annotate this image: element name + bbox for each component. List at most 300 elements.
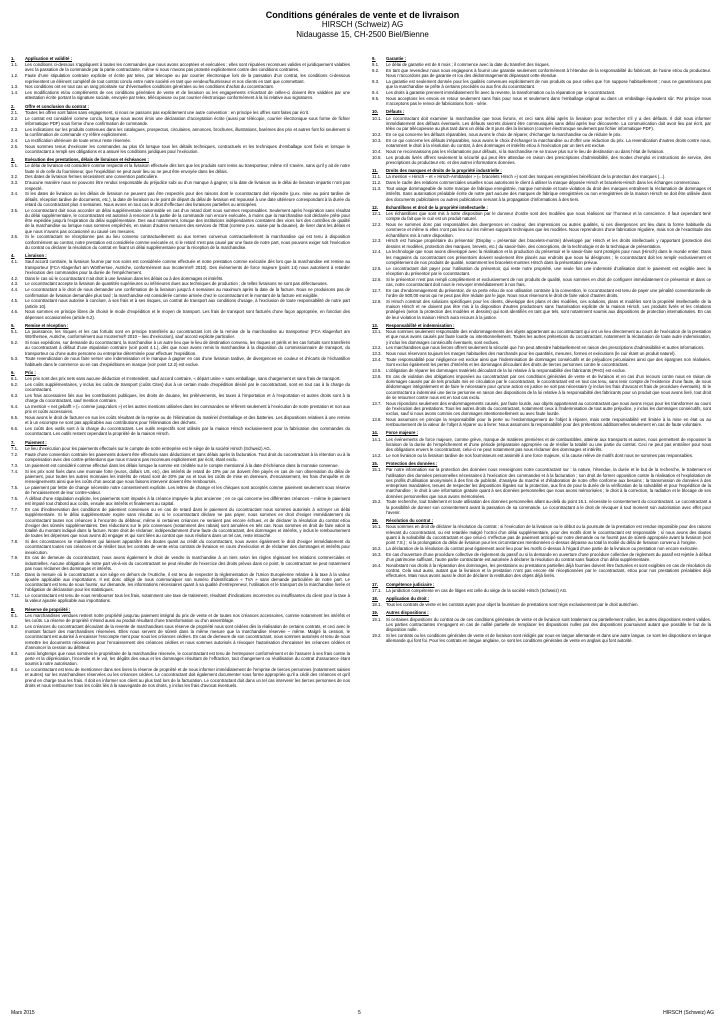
clause-text: Les échantillons que sont mis à notre disposition par le donneur d’ordre sont des modèles que nous réalisons sur l’honneur et la conscience. Il faut cependant tenir compte du fait que le cuir est un produit naturel. [386, 211, 711, 222]
clause-number: 19.2. [372, 633, 382, 639]
clause-number: 11.1. [372, 174, 382, 180]
clause-number: 14.2. [372, 453, 382, 459]
clause-text: La garantie est seulement donnée pour les qualités convenues explicitement de nos produits ou pour celles que l’on suppose habituellement ; nous ne garantissons pas que la marchandise se prête à certains procédés ou aux fins du cocontractant. [386, 79, 711, 90]
clause-number: 7.3. [11, 462, 19, 468]
section-heading [372, 430, 711, 435]
clause [11, 234, 350, 250]
clause [372, 299, 711, 320]
clause-text: Nous avons le droit de facturer en sus les coûts résultant de la reprise ou de l’élimination du matériel d’emballage et des batteries. Les dispositions relatives à une remise et à un escompte ne sont pas applicables aux contributions pour l’élimination des déchets. [25, 415, 350, 426]
clause-number: 13.2. [372, 345, 382, 351]
clause [372, 552, 711, 562]
clause-number: 14.1. [372, 436, 382, 442]
section [11, 370, 350, 437]
clause-text: Faute d’une stipulation contraire explicite et écrite par telex, par telecopie ou par courrier électronique lors de la passation d’un contrat, les conditions ci-dessous représentent un élément complétif de tout contrat conclu entre notre société en tant que vendeur/fournisseur et nos clients en tant que commettant. [25, 73, 350, 84]
clause-number: 9.1. [372, 62, 380, 68]
section-number: 10. [372, 109, 378, 115]
section-title: Résolution du contrat : [386, 518, 434, 524]
clause-number: 4.6. [11, 309, 19, 315]
clause-text: Toute recherche, tout traitement et toute utilisation des données personnelles allant au-delà du point 15.1. nécessite le consentement du cocontractant. Le cocontractant a la possibilité de donner son consentement avant la passation de sa commande. Le cocontractant a le droit de révoquer à tout moment son autorisation avec effet pour l’avenir. [386, 499, 711, 515]
clause [11, 415, 350, 425]
clause [372, 174, 711, 179]
clause-text: Si les prix sont fixés dans une monnaie forte (euros, dollars US, etc), des intérêts de retard de 10% par an doivent être payés en cas de non observation du délai de paiement, pour toutes les autres monnaies les intérêts de retard sont de 20% par an et tous les coûts de mise en demeure, d’encaissement, les frais d’enquête et de renseignements ainsi que les coûts d’un avocat que nous faisons intervenir doivent être remboursés. [25, 468, 350, 485]
clause-number: 1.4. [11, 90, 19, 96]
clause-text: Hirsch est l’unique propriétaire du présentoir (Display = présentoir des bracelets-montre) développé par Hirsch et les droits intellectuels y rapportant (protection des dessins et modèles, protection des marques, brevets, etc.) du savoir-faire, des conceptions, de la technologie et de la technique de présentation. [386, 238, 711, 249]
clause [372, 374, 711, 400]
clause-number: 13.6. [372, 373, 382, 379]
clause-text: En cas de violation des obligations imposées au cocontractant par ces conditions générales de vente et de livraison et en cas d’un recours contre nous en raison de dommages causés par de tels produits mis en circulation par le cocontractant, le cocontractant est en tout cas tenu, sans tenir compte de l’existence d’une faute, de nous dédommager intégralement et de faire le nécessaire pour qu’une action en justice ne soit pas nécessaire (y inclus les frais d’avocat et frais de procédure éventuels). Si le cocontractant a indemnisé une tierce personne en raison des dispositions de la loi relative à la responsabilité des fabricants pour un produit que nous avons livré, tout droit de se retourner contre nous est en tout cas exclu. [386, 373, 711, 400]
section-number: 5. [11, 322, 15, 328]
clause-text: La juridiction compétente en cas de litiges est celle du siège de la société Hirsch (Schweiz) AG. [386, 587, 568, 593]
section [372, 610, 711, 643]
clause [372, 417, 711, 427]
clause-number: 2.1. [11, 109, 19, 115]
section [11, 56, 350, 101]
clause-text: D’aucune manière nous ne pouvons être rendus responsable du préjudice subi ou d’un manque à gagner, si la date de livraison ou le délai de livraison impartis n’ont pas respecté. [25, 180, 350, 191]
clause-text: En cas d’endommagement du présentoir, de sa perte et/ou de son utilisation contraire à la convention, le cocontractant est tenu de payer une pénalité conventionnelle de l’ordre de 500,00 euros qui ne peut pas être réduite par le juge. Nous nous réservons le droit de faire valoir d’autres droits. [386, 287, 711, 299]
clause-text: Le délai de garantie est de 6 mois ; il commence avec la date du transfert des risques. [386, 62, 550, 68]
clause-number: 3.5. [11, 207, 19, 213]
clause-number: 8.4. [11, 667, 19, 673]
clause [372, 345, 711, 350]
section-title: Échantillons et droit de la propriété intellectuelle : [386, 204, 488, 210]
clause-text: Si les dates de livraison ou les délais de livraison ne peuvent pas être respectés pour des raisons dont le cocontractant doit répondre (p.ex. mise au point tardive de détails, réception tardive de documents, etc.), la date de livraison ou le point de départ du délai de livraison est repoussé à une date ultérieure correspondant à la durée du retard du cocontractant plus 4 semaines. Nous avons en tout cas le droit d’effectuer des livraisons partielles ou anticipées. [25, 191, 350, 207]
clause [372, 453, 711, 458]
clause-number: 13.3. [372, 351, 382, 357]
clause-text: Faute d’une convention contraire les paiements doivent être effectués sans déductions et sans délais après la facturation. Tout droit du cocontractant à la rétention ou à la compensation avec des contre-prétentions que nous n’avons pas reconnues explicitement par écrit, étant exclu. [25, 451, 350, 463]
section-number: 9. [372, 56, 376, 61]
clause [11, 329, 350, 339]
section [372, 596, 711, 607]
clause-number: 3.4. [11, 191, 19, 197]
clause-text: Par notre information sur la protection des données nous renseignons notre cocontractant sur : la nature, l’étendue, la durée et le but de la recherche, le traitement et l’utilisation des données personnelles nécessaires à l’exécution des commandes et à la facturation ; son droit de former opposition contre la réalisation et l’exploitation de ses profils d’utilisation anonymisés à des fins de publicité, d’analyse du marché et d’élaboration de notre offre conforme aux besoins ; la transmission de données à des entreprises mandatées, tenues de respecter les dispositions légales sur la protection, aux fins de pour la durée de la vérification de la solvabilité et pour l’expédition de la marchandise ; le droit à une information gratuite quant à ses données personnelles que nous avons mémorisées ; le droit à la correction, la radiation et le blocage de ses données personnelles que nous avons mémorisées. [386, 467, 711, 499]
clause-text: Sauf accord contraire, la livraison fournie par nos soins est considérée comme effectuée et notre prestation comme exécutée dès lors que la marchandise est remise au transporteur (FCA Klagenfurt am Wörthersee, Autriche, conformément aux Incoterms® 2010). Des événements de force majeure (point 14) nous autorisent à retarder l’exécution des commandes pour la durée de l’empêchement. [25, 259, 350, 275]
clause [372, 266, 711, 276]
clause-number: 2.3. [11, 126, 19, 132]
clause [11, 446, 350, 451]
clause [372, 68, 711, 78]
section-number: 11. [372, 168, 378, 174]
clause-number: 11.2. [372, 180, 382, 186]
clause-number: 6.4. [11, 404, 19, 410]
section-heading [11, 253, 350, 258]
document-title: Conditions générales de vente et de livraison [265, 10, 460, 20]
section-number: 3. [11, 157, 15, 163]
clause [11, 138, 350, 143]
section-heading [372, 323, 711, 328]
clause-text: En ce qui concerne les défauts irréparables, nous avons le choix d’échanger la marchandise ou d’offrir une réduction du prix. La revendication d’autres droits contre nous, notamment le droit à la résolution du contrat, à des dommages et intérêts et/ou à l’exécution par un tiers est exclue. [386, 137, 711, 149]
clause-number: 1.1. [11, 62, 19, 68]
clause-text: Les marchandises vendues restent notre propriété jusqu’au paiement intégral du prix de vente et de toutes nos créances accessoires, comme notamment les intérêts et les coûts. La réserve de propriété s’étend aussi au produit résultant d’une transformation ou d’un assemblage. [25, 612, 350, 624]
clause [11, 426, 350, 436]
clause [11, 356, 350, 366]
clause-number: 9.4. [372, 90, 380, 96]
clause-number: 4.1. [11, 259, 19, 265]
clause [372, 132, 711, 137]
clause [11, 555, 350, 571]
right-column [372, 56, 711, 1006]
section-heading [372, 461, 711, 466]
section-title: Autres dispositions : [386, 610, 429, 616]
clause [372, 186, 711, 202]
clause [372, 368, 711, 373]
clause-number: 7.1. [11, 445, 19, 451]
clause-number: 3.1. [11, 163, 19, 169]
section-number: 2. [11, 103, 15, 109]
clause-number: 10.3. [372, 137, 382, 143]
clause-text: Le cocontractant a le droit de nous demander une confirmation de la livraison jusqu’à 4 semaines au maximum après la date de la facture. Nous ne produisons pas de confirmation de livraison demandée plus tard ; la marchandise est considérée comme arrivée chez le cocontractant et le montant de la facture est exigible. [25, 287, 350, 298]
clause-text: La mention « Hirsch – et « Hirsch-Armbänder » (= bracelets Hirsch ») sont des marques enregistrées bénéficiant de la protection des marques (...). [386, 174, 666, 180]
clause [372, 524, 711, 545]
clause-number: 7.5. [11, 484, 19, 490]
clause-number: 7.2. [11, 451, 19, 457]
clause [372, 617, 711, 633]
company-address: Nidaugasse 15, CH-2500 Biel/Bienne [296, 29, 429, 39]
clause-text: Nous ne sommes donc pas responsables des divergences en couleur, des impressions ou autres qualités, si ces divergences ont lieu dans la forme habituelle du commerce et même si elles n’ont pas lieu sur les mêmes supports techniques que les modèles. Nous reprendrons d’une fabrication régulière, mais non de l’exactitude des échantillons mis à notre disposition. [386, 222, 711, 238]
document-header [0, 10, 725, 39]
clause [11, 127, 350, 137]
section-title: Compétence judiciaire : [386, 581, 435, 587]
clause-number: 13.8. [372, 417, 382, 423]
clause-number: 7.7. [11, 507, 19, 513]
clause [11, 624, 350, 650]
clause-number: 13.1. [372, 329, 382, 335]
clause-number: 16.1. [372, 524, 382, 530]
clause [11, 276, 350, 281]
clause [11, 84, 350, 89]
clause-number: 10.1. [372, 115, 382, 121]
clause-number: 16.2. [372, 545, 382, 551]
clause [11, 469, 350, 485]
clause [11, 174, 350, 179]
clause-text: Nos conditions ont en tout cas un rang prioritaire sur d’éventuelles conditions générales ou les conditions d’achat du cocontractant. [25, 84, 274, 90]
clause-number: 8.2. [11, 623, 19, 629]
clause-text: En ce qui concerne les défauts réparables, nous avons le choix de réparer, d’échanger la marchandise ou de réduire le prix. [386, 132, 622, 138]
clause [11, 281, 350, 286]
clause-text: En cas d’inobservation des conditions de paiement convenues ou en cas de retard dans le paiement du cocontractant nous sommes autorisés à octroyer un délai supplémentaire. Si le délai supplémentaire expire sans résultat ou si le cocontractant déclare ne pas payer, nous sommes en droit d’exiger immédiatement du cocontractant toutes nos créances à l’encontre du débiteur, même si certaines créances ne seraient pas encore échues, et de déclarer la résolution du contrat et/ou d’exiger des sûretés supplémentaires. Des réductions sur le prix convenues (notamment des rabais) sont annulées en tels cas. Nous sommes en droit de faire valoir la totalité du montant indiqué dans la facture. Notre droit de réclamer, indépendamment d’une faute du cocontractant, des dommages et intérêts, y inclus le remboursement de toutes les dépenses que nous avons dû engager et qui sont liées au contrat que nous résilions dans un tel cas, reste intouché. [25, 507, 350, 539]
clause-number: 9.3. [372, 79, 380, 85]
clause [11, 404, 350, 414]
section-number: 7. [11, 439, 15, 445]
section-title: Application et validité : [25, 56, 73, 61]
section-title: Force majeure : [386, 430, 419, 436]
section-number: 18. [372, 596, 378, 602]
clause-text: Aussi longtemps que nous sommes le propriétaire de la marchandise réservée, le cocontractant est tenu de l’entreposer conformément et de l’assurer à ses frais contre la perte et la dépréciation, l’incendie et le vol, les dégâts des eaux et les dommages résultant de l’effraction, tout changement ou réutilisation du contrat d’assurance étant soumis à notre autorisation. [25, 650, 350, 667]
section [372, 582, 711, 593]
clause [11, 110, 350, 115]
section-number: 8. [11, 606, 15, 612]
clause [372, 138, 711, 148]
clause-text: Dans le cas où le cocontractant n’ait droit à une livraison dans les délais ou à des dommages et intérêts. [25, 275, 224, 281]
clause [372, 288, 711, 298]
clause-text: Des dates de livraison fermes nécessitent une convention particulière. [25, 174, 159, 180]
clause [11, 62, 350, 72]
clause-number: 6.2. [11, 382, 19, 387]
clause [372, 499, 711, 515]
section-heading [372, 109, 711, 114]
clause-number: 3.3. [11, 180, 19, 186]
clause-text: Les coûts supplémentaires, y inclus les coûts de transport (coûts Cites) dus à un certain mode d’expédition désiré par le cocontractant, sont en tout cas à la charge du cocontractant. [25, 382, 350, 393]
section-title: Réserve de propriété : [25, 606, 71, 612]
clause [11, 163, 350, 173]
clause-number: 7.6. [11, 496, 19, 502]
footer-company: HIRSCH (Schweiz) AG [663, 1010, 714, 1016]
clause [11, 73, 350, 83]
clause-text: Nous sommes seulement responsable des endommagements des objets appartenant au cocontractant qui ont un lieu directement au cours de l’exécution de la prestation et que nous avons causés par faute lourde ou intentionnellement. Toutes les autres prétentions du cocontractant, notamment la réclamation de toute autre indemnisation, y inclus les dommages consécutifs éventuels, sont exclues. [386, 329, 711, 345]
clause-number: 4.3. [11, 281, 19, 287]
clause [372, 211, 711, 221]
clause [11, 452, 350, 462]
section-heading [372, 168, 711, 173]
clause [11, 382, 350, 392]
clause [372, 90, 711, 95]
left-column [11, 56, 350, 1006]
clause-number: 6.5. [11, 415, 19, 421]
clause-number: 12.1. [372, 211, 382, 217]
clause-text: Toute revendication de nous faire verser une indemnisation et le manque à gagner en cas d’une livraison tardive, de divergences en couleur et d’écarts de l’échantillon habituels dans le commerce ou en cas d’expéditions en marque (voir point 12.2) est exclue. [25, 356, 350, 367]
clause-text: Les frais accessoires liés aux les contributions publiques, les droits de douane, les prélèvements, les taxes à l’importation et à l’exportation et autres droits sont à la charge du cocontractant, sauf mention contraire. [25, 393, 350, 404]
clause-text: La rectification ultérieure de toute erreur reste réservée. [25, 137, 132, 143]
clause [372, 357, 711, 367]
section-title: Exécution des prestations, délais de livraison et échéances : [25, 157, 149, 163]
clause-text: Tous les contrats de vente et les contrats ayant pour objet la fourniture de prestations sont régis exclusivement par le droit autrichien. [386, 602, 639, 608]
clause-number: 8.3. [11, 650, 19, 656]
clause-text: La mention « net gebafft » (= comme jusqu’alors ») et les autres mentions utilisées dans les commandes se réfèrent seulement à l’exécution de notre prestation et non aux prix et coûts accessoires. [25, 404, 350, 415]
clause [11, 651, 350, 667]
clause-text: Le non livraison ou la livraison tardive de nos fournisseurs est assimilé à une force majeure, si la cause relève de motifs dont nous ne sommes pas responsables. [386, 453, 694, 459]
clause-number: 19.1. [372, 616, 382, 622]
clause-text: Le cocontractant doit examiner la marchandise que nous livrons, et ceci sans délai après la livraison pour rechercher s’il y a des défauts. Il doit nous informer immédiatement des défauts éventuels. Les défauts secrets doivent être communiqués sans délai après leur découverte. La communication doit avoir lieu par écrit, par télex ou par télécopieuse au plus tard dans un délai de 8 jours dès la livraison (courrier électronique seulement par fichier informatique PDF). [386, 115, 711, 132]
clause [11, 393, 350, 403]
clause-text: La jouissance, les risques et les cas fortuits sont en principe transférés au cocontractant lors de la remise de la marchandise au transporteur (FCA Klagenfurt am Wörthersee, Autriche, conformément aux Incoterms® 2010 – lieu d’exécution), sauf accord explicite particulier. [25, 329, 350, 340]
clause-text: Nous répondons seulement des endommagements causés, par faute lourde, aux objets appartenant au cocontractant que nous avons reçus pour les transformer au cours de l’exécution des prestations. Tous les autres droits du cocontractant, notamment ceux à l’indemnisation de tout autre préjudice, y inclus les dommages consécutifs, sont exclus, sauf si nous avons commis ces dommages intentionnellement ou avec faute lourde. [386, 400, 711, 417]
clause-text: Les indications sur les produits contenues dans les catalogues, prospectus, circulaires, annonces, brochures, illustrations, barèmes des prix et autres font foi seulement si la confirmation de commande s’y réfère explicitement. [25, 126, 350, 138]
clause [11, 90, 350, 100]
section [11, 323, 350, 367]
clause [372, 588, 711, 593]
section [372, 461, 711, 515]
clause [372, 277, 711, 287]
clause-text: En cas de demeure du cocontractant, nous avons également le droit de vendre la marchandise à un tiers selon les règles régissant les relations commerciales et industrielles. Aucune obligation de notre part vis-à-vis du cocontractant ne peut résulter de l’exercice des droits prévus dans ce point, le cocontractant ne peut notamment pas nous réclamer des dommages et intérêts. [25, 555, 350, 571]
clause [11, 259, 350, 275]
section-heading [372, 610, 711, 615]
section-number: 4. [11, 253, 15, 259]
clause-text: Les coûts des outils sont à la charge du cocontractant. Les outils respectifs sont utilisés par la maison Hirsch exclusivement pour la fabrication des commandes du cocontractant. Les outils restent cependant la propriété de la maison Hirsch. [25, 426, 350, 437]
clause-text: Les modifications et/ou compléments de ces conditions générales de vente et de livraison ou les engagements s’écartant de celles-ci doivent être validées par une attestation écrite portant la signature sociale, envoyée par telex, télécopieuse ou par courrier électronique conformément à la loi relative aux signatures. [25, 90, 350, 101]
clause-number: 7.8. [11, 539, 19, 545]
clause-text: Tout usage dommageable de notre marque de fabrique enregistrée, marque nominale et toute violation du droit des marques entraînent la réclamation de dommages et intérêts. Sans autorisation préalable écrite de notre part aucune des marques de fabrique enregistrées ou non enregistrées de la maison Hirsch ne doit être utilisée dans des documents publicitaires ou autres publications servant à la propagation d’informations à des tiers. [386, 186, 711, 202]
section-title: Garantie : [386, 56, 407, 61]
footer-date: Mars 2015 [11, 1010, 35, 1016]
clause-text: Nous acceptons les envois en retour seulement sans frais pour nous et seulement dans l’emballage original ou dans un emballage équivalent sûr. Par principe nous n’acceptons pas le renvoi de fabrications hors - série. [386, 96, 711, 107]
clause [11, 539, 350, 555]
clause-number: 12.6. [372, 276, 382, 282]
company-name: HIRSCH (Schweiz) AG [321, 20, 404, 30]
clause-number: 6.3. [11, 393, 19, 399]
clause [372, 563, 711, 579]
section [372, 430, 711, 458]
section-title: Livraison : [25, 253, 47, 259]
section-heading [11, 323, 350, 328]
section-number: 1. [11, 56, 15, 61]
clause [372, 437, 711, 453]
clause-text: Toute responsabilité pour négligence est exclue ainsi que l’indemnisation de dommages consécutifs et de préjudices pécuniaires ainsi que des épargnes non réalisées. Sont exclus également les pertes d’intérêts et les dommages découlant des droits de tierces personnes contre le cocontractant. [386, 357, 711, 368]
section-heading [11, 157, 350, 162]
clause-number: 7.9. [11, 555, 19, 561]
clause-number: 1.2. [11, 73, 19, 79]
clause-number: 5.3. [11, 356, 19, 362]
clause-text: Les produits livrés offrent seulement la sécurité qui peut être attendue en raison des prescriptions d’admissibilité, des modes d’emploi et instructions de service, des prescriptions du producteur etc. et des autres informations données. [386, 154, 711, 165]
clause-text: Dans la mesure où le cocontractant a son siège en dehors de l’Autriche, il est tenu de respecter la réglementation de l’Union Européenne relative à la taxe à la valeur ajoutée applicable aux importations. Il est donc obligé de nous communiquer son numéro d’identification « TVA » sans demande particulière de notre part. Le cocontractant est tenu de nous fournir, sur demande, les informations nécessaires quant à sa qualité d’entrepreneur, l’utilisation et le transport de la marchandise livrée et l’obligation de déclaration pour les statistiques. [25, 571, 350, 593]
section [372, 168, 711, 202]
section-number: 15. [372, 461, 378, 467]
section [11, 104, 350, 154]
clause [372, 329, 711, 345]
clause-text: Le cocontractant accepte la livraison de quantités supérieures ou inférieures dues aux techniques de production ; de telles livraisons ne sont pas défectueuses. [25, 281, 328, 287]
section-title: Remise et réception : [25, 322, 69, 328]
section-heading [372, 205, 711, 210]
clause-number: 15.1. [372, 467, 382, 473]
clause [11, 191, 350, 207]
clause-text: Si certaines dispositions du contrat ou de ces conditions générales de vente et de livraison sont totalement ou partiellement nulles, les autres dispositions restent valides. Les parties contractantes s’engagent en cas de nullité partielle de remplacer les dispositions nulles par des dispositions poursuivant autant que possible le but de la disposition nulle. [386, 616, 711, 633]
section-title: Paiement : [25, 439, 47, 445]
clause [11, 116, 350, 126]
clause-text: Les marchandises que nous livrons offrent seulement la sécurité que l’on peut attendre habituellement en raison des prescriptions d’admissibilité et autres informations. [386, 345, 705, 351]
clause-number: 13.4. [372, 357, 382, 363]
clause [11, 613, 350, 623]
clause-number: 11.3. [372, 186, 382, 192]
clause [11, 144, 350, 154]
clause-text: Nous assumons en principe la responsabilité pour la perte ou l’endommagement de l’objet à réparer, mais cette responsabilité est limitée à la mise en état ou au remboursement de la valeur de l’objet à réparer ou à livrer. Nous assumons la responsabilité pour des prétentions additionnelles seulement en cas de faute volontaire. [386, 417, 711, 428]
section-title: Offre et conclusion du contrat : [25, 103, 89, 109]
clause-text: Les prix sont des prix nets sans aucune déduction et s’entendent, sauf accord contraire, « départ usine » sans emballage, sans chargement et sans frais de transport. [25, 376, 341, 382]
clause [11, 208, 350, 234]
clause [372, 467, 711, 498]
clause-number: 12.5. [372, 265, 382, 271]
clause-number: 5.2. [11, 340, 19, 346]
clause [11, 309, 350, 319]
section [372, 205, 711, 320]
clause-number: 12.2. [372, 222, 382, 228]
clause-number: 5.1. [11, 329, 19, 335]
clause-text: Les conditions ci-dessous s’appliquent à toutes les commandes que nous avons acceptées et exécutées ; elles sont réputées reconnues valides et juridiquement valables avec la passation de la commande par la partie contractante, même si nous n’avons pas protesté explicitement contre des conditions contraires. [25, 62, 350, 73]
clause [11, 298, 350, 308]
clause [372, 96, 711, 106]
clause-number: 13.5. [372, 368, 382, 374]
clause [11, 340, 350, 356]
clause-text: Nous sommes en droit de déclarer la résolution du contrat : si l’exécution de la livraison ou le début ou la poursuite de la prestation est rendue impossible pour des raisons relevant du cocontractant, ou est retardée malgré l’octroi d’un délai supplémentaire, pour des motifs dont le cocontractant est responsable ; si nous avons des doutes quant à la solvabilité du cocontractant et que celui-ci n’effectue pas de paiement anticipé sur notre demande ou ne fournit pas de sûreté appropriée avant la livraison (voir point 7.8.) ; si la prolongation du délai de livraison pour les circonstances mentionnées ci-dessus dépasse au total la moitié du délai de livraison convenu à l’origine. [386, 524, 711, 546]
clause-number: 17.1. [372, 587, 382, 593]
section-heading [11, 56, 350, 61]
clause-number: 15.2. [372, 499, 382, 505]
clause-text: Nous sommes tenus d’exécuter les commandes au plus tôt lorsque tous les détails techniques, contractuels et les techniques d’emballage sont fixés et lorsque le cocontractant a rempli ses obligations et a assuré les conditions juridiques pour l’exécution. [25, 143, 350, 154]
clause-text: Le cocontractant doit payer pour l’utilisation du présentoir, qui reste notre propriété, une seule fois une indemnité d’utilisation dont le paiement est exigible avec la réception du présentoir par le cocontractant. [386, 265, 711, 276]
section-heading [372, 596, 711, 601]
section [11, 253, 350, 320]
section [11, 607, 350, 688]
clause-text: Le lieu d’exécution pour les paiements effectués sur le compte de notre entreprise est le siège de la société Hirsch (Schweiz) AG. [25, 445, 271, 451]
clause-text: Nous sommes en principe libres de choisir le mode d’expédition et le moyen de transport. Les frais de transport sont facturés d’une façon appropriée, en fonction des dépenses occasionnées (article 6.2). [25, 309, 350, 320]
clause-text: Un paiement est considéré comme effectué dans les délais lorsque la somme est créditée sur le compte mentionné à la date d’échéance dans la monnaie convenue. [25, 462, 339, 468]
clause [11, 496, 350, 506]
clause-text: Le délai de livraison est considéré comme respecté et la livraison effectuée dès lors que les produits sont remis au transporteur, même s’il s’avère, sans qu’il y ait de notre faute ni de celle du fournisseur, que l’expédition ne peut avoir lieu ou ne peut être envoyée dans les délais. [25, 163, 350, 174]
clause-number: 7.10. [11, 571, 21, 577]
clause-number: 3.2. [11, 174, 19, 180]
clause-text: Nonobstant nos droits à la réparation des dommages, les prestations ou prestations partielles déjà fournies doivent être facturées et sont exigibles en cas de résolution du contrat. Cela vaut aussi, autant que la livraison et la prestation n’ont pas encore été réceptionnées par le cocontractant, et/ou pour nos prestations préalables déjà effectuées. Mais nous avons aussi le droit de déclarer la restitution des objets déjà livrés. [386, 562, 711, 579]
clause [11, 463, 350, 468]
clause [372, 116, 711, 132]
section [372, 323, 711, 428]
clause [372, 79, 711, 89]
clause-text: Nous ne reconnaissons pas les réclamations pour défauts, si la marchandise ne se trouve plus sur le lieu de destination ou dans l’état de livraison. [386, 148, 665, 154]
clause [11, 667, 350, 688]
clause-text: Les événements de force majeure, comme grève, manque de matières premières et de combustibles, atteinte aux transports et autres, nous permettent de repousser la livraison de la durée de l’empêchement et d’une période préparatoire appropriée ou de résilier la totalité ou une partie du contrat. Ceci ne peut pas entraîner pour nous des obligations envers le cocontractant, celui-ci ne peut notamment pas nous réclamer des dommages et intérêts. [386, 436, 711, 453]
clause [372, 351, 711, 356]
clause-number: 9.2. [372, 68, 380, 74]
clause-number: 3.6. [11, 234, 19, 240]
clause-number: 2.5. [11, 143, 19, 149]
clause [11, 572, 350, 593]
clause-number: 18.1. [372, 602, 382, 608]
section [372, 56, 711, 106]
section-number: 17. [372, 581, 378, 587]
clause-text: Si le présentoir n’est pas rempli complètement et exclusivement de nos produits de qualité, nous sommes en droit de configurer immédiatement ce présentoir et dans ce cas, notre cocontractant doit nous le renvoyer immédiatement à nos frais. [386, 276, 711, 288]
clause-number: 4.2. [11, 275, 19, 281]
clause [372, 249, 711, 265]
clause-text: Si le cocontractant ne réceptionne pas au lieu convenu contractuellement ou aux termes convenus contractuellement la marchandise qui est tenu à disposition conformément au contrat, notre prestation est considérée comme exécutée et, si le retard n’est pas causé par une faute de notre part, nous pouvons exiger soit l’exécution du contrat ou déclarer la résolution du contrat en fixant un délai supplémentaire pour la réception de la marchandise. [25, 234, 350, 250]
clause-number: 12.7. [372, 287, 382, 293]
clause-text: À défaut d’une stipulation explicite, les paiements sont imputés à la créance impayée la plus ancienne ; en ce qui concerne les différentes créances – même le paiement est imputé tout d’abord aux coûts, ensuite aux intérêts et finalement au capital. [25, 496, 350, 507]
section [11, 157, 350, 250]
section [372, 518, 711, 578]
section-number: 19. [372, 610, 378, 616]
clause-text: Le cocontractant nous autorise à conclure, à ses frais et à ses risques, un contrat de transport aux conditions d’usage, à l’exclusion de toute responsabilité de notre part (article 10). [25, 298, 350, 309]
section-heading [372, 56, 711, 61]
clause [372, 222, 711, 238]
clause-text: Le cocontractant est tenu de nous rembourser tous les frais, notamment une taxe de traitement, résultant d’indications incorrectes ou insuffisantes du client pour la taxe à la valeur ajoutée applicable aux importations. [25, 593, 350, 604]
clause-text: Le cocontractant est tenu de mentionner dans ses livres la réserve de propriété et de nous informer immédiatement de l’emprise de tierces personnes (notamment saisies et autres) sur les marchandises réservées ou les créances cédées. Le cocontractant doit également documenter sous forme appropriée qu’il a cédé des créances et qu’il prend en charge tous les frais. Il doit en informer son client au plus tard lors de la facturation. Le cocontractant doit dans un tel cas intervenir les tierces personnes de nos droits et nous rembourser tous les coûts liés à la sauvegarde de nos droits, y inclus les frais d’avocat éventuels. [25, 667, 350, 688]
section-heading [372, 582, 711, 587]
clause [11, 485, 350, 495]
clause-text: Le contrat est considéré comme conclu, lorsque nous avons émis une déclaration d’acceptation écrite (aussi par télécopie, courrier électronique sous forme de fichier informatique PDF) sous forme d’une confirmation de commande. [25, 115, 350, 126]
clause-text: Dans le cadre des relations commerciales usuelles nous autorisons le client à utiliser la marque déposée Hirsch et bracelets-Hirsch dans les échanges commerciaux. [386, 180, 701, 186]
section-title: Droits des marques et droits de la propriété industrielle : [386, 168, 502, 174]
clause-number: 12.3. [372, 238, 382, 244]
clause-number: 13.7. [372, 400, 382, 406]
clause [11, 180, 350, 190]
section-heading [11, 104, 350, 109]
clause-text: La technologie que nous avons développé avec la réalisation et la production du présentoir et le savoir-faire sont protégés pour nous (Hirsch) dans le monde entier. Dans les magasins du cocontractant ces présentoirs doivent seulement être placés aux endroits que nous lui désignons ; le cocontractant doit les remplir exclusivement et complètement de nos produits de qualité, notamment les bracelets-montres Hirsch dans la présentation prévue. [386, 249, 711, 265]
clause-text: En cas d’ouverture d’une procédure collective de règlement du passif ou si la demande en ouverture d’une procédure collective de règlement du passif est rejetée à défaut d’un patrimoine suffisant, l’autre partie contractante est autorisée à déclarer la résolution du contrat sans fixation d’un délai supplémentaire. [386, 551, 711, 563]
clause-text: La déclaration de la résolution du contrat peut également avoir lieu pour les motifs ci-dessus à l’égard d’une partie de la livraison ou prestation non encore exécutée. [386, 545, 699, 551]
clause [11, 287, 350, 297]
section-heading [372, 518, 711, 523]
section-number: 14. [372, 430, 378, 436]
clause-number: 16.4. [372, 562, 382, 568]
clause-number: 2.2. [11, 115, 19, 121]
clause-number: 12.8. [372, 298, 382, 304]
section-heading [11, 607, 350, 612]
clause [11, 593, 350, 603]
clause-text: Les droits à garantie prennent immédiatement fin avec la revente, la transformation ou la réparation par le cocontractant. [386, 90, 616, 96]
clause-text: Nous nous réservons toujours les marges habituelles des marchands pour les quantités, mesures, formes et exécutions (le cuir étant un produit naturel). [386, 351, 676, 357]
clause-text: Le cocontractant doit nous accorder un délai supplémentaire raisonnable en cas d’un retard dont nous sommes responsables. Seulement après l’expiration sans résultat du délai supplémentaire, le cocontractant est autorisé à renoncer à la partie de la commande non encore exécutée, à moins que la marchandise soit déclarée prête pour être expédiée jusqu’à l’expiration du délai supplémentaire. Des vaut notamment, lorsque des institutions indépendantes constatent des vices lors des contrôles de qualité de la marchandise ou lorsque nous sommes empêchés, en raison d’autres mesures des services de l’État (comme p.ex. saisie par la douane), de livrer dans les délais et que nous n’avons pas occasionné ou causé ces mesures. [25, 207, 350, 234]
section-title: Protection des données : [386, 461, 438, 467]
clause-text: Toutes les offres sont faites sans engagement, si nous ne passons pas explicitement une autre convention ; en principe les offres sont faites par écrit. [25, 109, 310, 115]
clause-text: Les créances du cocontractant découlant de la revente de marchandises sous réserve de propriété nous sont cédées dès la réalisation de certains contrats, et ceci avec le montant facturé des marchandises réservées. Elles nous servent de sûreté dans la même mesure que la marchandise réservée – même. Malgré la cession, le cocontractant est autorisé à encaisser l’escompte ment pour nous les créances cédées. En cas de demeure de son cocontractant, nous sommes autorisés et tenu de nous remettre les documents nécessaires pour l’encaissement des créances cédées et nous sommes autorisés à révoquer l’autorisation d’encaisser les créances cédées et d’annoncer la cession au débiteur. [25, 623, 350, 650]
clause-text: En tant que revendeur nous nous engageons à fournir une garantie seulement conformément à l’étendue de la responsabilité du fabricant, de l’usine et/ou du producteur. Nous n’accordons pas de garantie et /ou des dédommagements dépassant cette étendue. [386, 68, 711, 79]
clause [372, 155, 711, 165]
section-number: 16. [372, 518, 378, 524]
